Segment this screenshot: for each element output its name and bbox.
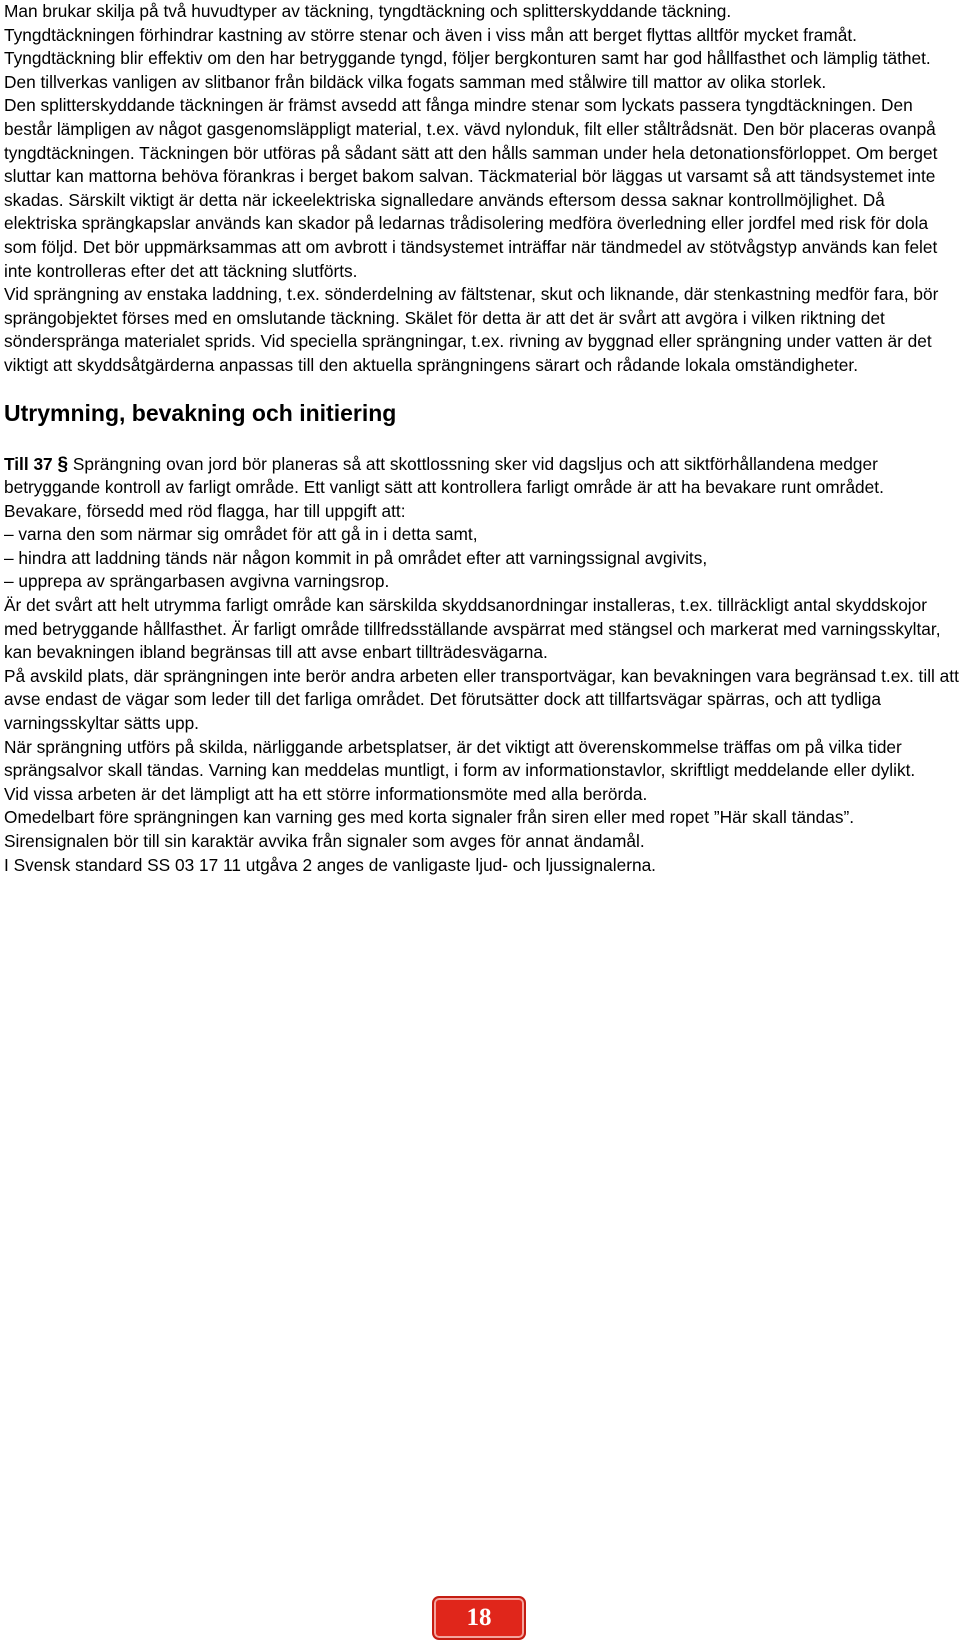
page-number-badge [432, 1596, 526, 1640]
till-text: Sprängning ovan jord bör planeras så att skottlossning sker vid dagsljus och att siktförhållandena medger betryggande kontroll av farligt område. Ett vanligt sätt att kontrollera farligt område är att ha bevakare runt området. [4, 453, 884, 498]
paragraph-narliggande: När sprängning utförs på skilda, närliggande arbetsplatser, är det viktigt att överenskommelse träffas om på vilka tider sprängsalvor skall tändas. Varning kan meddelas muntligt, i form av informationstavlor, skriftligt meddelande eller dylikt. [4, 736, 916, 781]
section-heading: Utrymning, bevakning och initiering [4, 399, 397, 426]
till-label: Till 37 [4, 453, 53, 474]
paragraph-splitterskydd: Den splitterskyddande täckningen är främst avsedd att fånga mindre stenar som lyckats passera tyngdtäckningen. Den består lämpligen av något gasgenomsläppligt material, t.ex. vävd nylonduk, filt eller ståltrådsnät. Den bör placeras ovanpå tyngdtäckningen. Täckningen bör utföras på sådant sätt att den hålls samman under hela detonationsförloppet. Om berget sluttar kan mattorna behöva förankras i berget bakom salvan. Täckmaterial bör läggas ut varsamt så att tändsystemet inte skadas. Särskilt viktigt är detta när ickeelektriska signalledare används eftersom dessa saknar kontrollmöjlighet. Då elektriska sprängkapslar används kan skador på ledarnas trådisolering medföra överledning eller jordfel med risk för dola som följd. Det bör uppmärksammas att om avbrott i tändsystemet inträffar när tändmedel av stötvågstyp används kan felet inte kontrolleras efter det att täckning slutförts. [4, 95, 938, 281]
paragraph-varning-signaler: Omedelbart före sprängningen kan varning ges med korta signaler från siren eller med ropet ”Här skall tändas”. Sirensignalen bör till sin karaktär avvika från signaler som avges för annat ändamål. [4, 807, 855, 851]
paragraph-avskild-plats: På avskild plats, där sprängningen inte berör andra arbeten eller transportvägar, kan bevakningen vara begränsad t.ex. till att avse endast de vägar som leder till det farliga området. Det förutsätter dock att tillfartsvägar spärras, och att tydliga varningsskyltar sätts upp. [4, 665, 959, 734]
page-number: 18 [466, 1604, 492, 1631]
document-page [4, 0, 959, 877]
paragraph-tackning-types: Man brukar skilja på två huvudtyper av täckning, tyngdtäckning och splitterskyddande täckning. [4, 1, 732, 21]
section-sign: § [57, 453, 69, 475]
list-item-varna: – varna den som närmar sig området för att gå in i detta samt, [4, 524, 478, 545]
paragraph-enstaka-laddning: Vid sprängning av enstaka laddning, t.ex. sönderdelning av fältstenar, skut och liknande, där stenkastning medför fara, bör sprängobjektet förses med en omslutande täckning. Skälet för detta är att det är svårt att avgöra i vilken riktning det sönderspränga materialet sprids. Vid speciella sprängningar, t.ex. rivning av byggnad eller sprängning under vatten är det viktigt att skyddsåtgärderna anpassas till den aktuella sprängningens särart och rådande lokala omständigheter. [4, 284, 939, 375]
list-item-upprepa: – upprepa av sprängarbasen avgivna varningsrop. [4, 571, 390, 592]
list-item-hindra: – hindra att laddning tänds när någon kommit in på området efter att varningssignal avgivits, [4, 547, 708, 568]
paragraph-skyddsanordningar: Är det svårt att helt utrymma farligt område kan särskilda skyddsanordningar installeras, t.ex. tillräckligt antal skyddskojor med betryggande hållfasthet. Är farligt område tillfredsställande avspärrat med stängsel och markerat med varningsskyltar, kan bevakningen ibland begränsas till att avse enbart tillträdesvägarna. [4, 595, 941, 663]
paragraph-till-37 [4, 453, 959, 500]
paragraph-informationsmote: Vid vissa arbeten är det lämpligt att ha ett större informationsmöte med alla berörda. [4, 783, 648, 804]
paragraph-bevakare: Bevakare, försedd med röd flagga, har till uppgift att: [4, 500, 406, 521]
paragraph-tyngdtackning: Tyngdtäckningen förhindrar kastning av större stenar och även i viss mån att berget flyttas alltför mycket framåt. Tyngdtäckning blir effektiv om den har betryggande tyngd, följer bergkonturen samt har god hållfasthet och lämplig täthet. Den tillverkas vanligen av slitbanor från bildäck vilka fogats samman med stålwire till mattor av olika storlek. [4, 24, 931, 92]
paragraph-svensk-standard: I Svensk standard SS 03 17 11 utgåva 2 anges de vanligaste ljud- och ljussignalerna. [4, 854, 656, 875]
